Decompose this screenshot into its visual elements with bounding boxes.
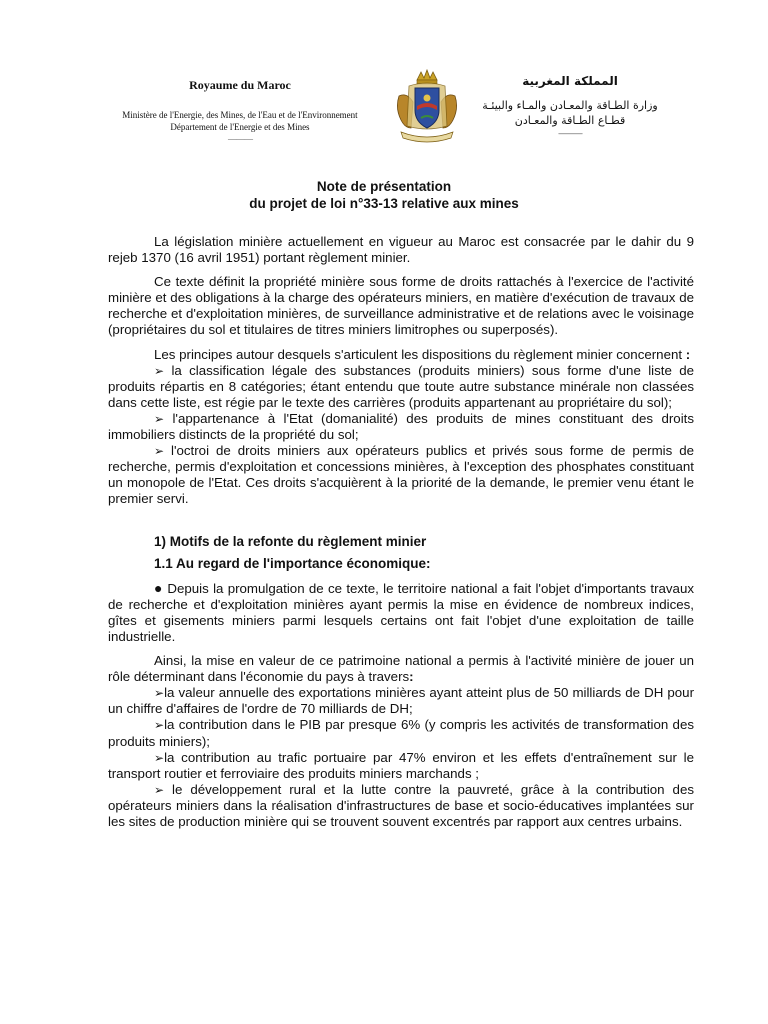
economic-paragraph-2 [108,653,694,685]
ministry-name-fr: Ministère de l'Energie, des Mines, de l'Eau et de l'Environnement [122,110,358,120]
contribution-item [108,717,694,749]
principles-lead: Les principes autour desquels s'articulent les dispositions du règlement minier concernent [154,346,683,362]
document-title [0,178,768,212]
arrow-bullet-icon: ➢ [154,363,165,378]
intro-paragraph-2: Ce texte définit la propriété minière sous forme de droits rattachés à l'exercice de l'activité minière et des obligations à la charge des opérateurs miniers, en matière d'exécution de travaux de recherche et d'exploitation minières, de surveillance administrative et de relations avec le voisinage (propriétaires du sol et titulaires de titres miniers limitrophes ou superposés). [108,274,694,338]
letterhead-arabic [470,74,670,139]
department-name-ar: قطـاع الطـاقة والمعـادن [514,114,626,127]
contributions-colon: : [409,669,414,685]
arrow-bullet-icon: ➢ [154,718,165,733]
intro-paragraph-3 [108,347,694,363]
principle-item [108,443,694,507]
principle-text: l'octroi de droits miniers aux opérateurs publics et privés sous forme de permis de recherche, permis d'exploitation et concessions minières, à l'exception des phosphates constituant un monopole de l'Etat. Ces droits s'acquièrent à la priorité de la demande, le premier venu étant le premier servi. [108,443,694,507]
ministry-name-ar: وزارة الطـاقة والمعـادن والمـاء والبيئـة [482,99,658,112]
arrow-bullet-icon: ➢ [154,444,165,459]
arrow-bullet-icon: ➢ [154,411,165,426]
arrow-bullet-icon: ➢ [154,782,165,797]
department-name-fr: Département de l'Energie et des Mines [170,122,310,132]
separator-ar: ——— [558,129,582,139]
intro-paragraph-1: La législation minière actuellement en vigueur au Maroc est consacrée par le dahir du 9 rejeb 1370 (16 avril 1951) portant règlement minier. [108,234,694,266]
contribution-text: la contribution dans le PIB par presque 6% (y compris les activités de transformation des produits miniers); [108,717,694,749]
arrow-bullet-icon: ➢ [154,686,165,701]
principle-text: l'appartenance à l'Etat (domanialité) des produits de mines constituant des droits immobiliers distincts de la propriété du sol; [108,410,694,443]
bullet-dot-icon: ● [154,579,164,596]
kingdom-name-fr: Royaume du Maroc [189,78,291,92]
contribution-item [108,685,694,717]
contribution-item [108,750,694,782]
contributions-lead: Ainsi, la mise en valeur de ce patrimoine national a permis à l'activité minière de jouer un rôle déterminant dans l'économie du pays à travers [108,653,694,685]
document-body [108,234,694,830]
title-line-1: Note de présentation [316,179,452,194]
section-1-heading: 1) Motifs de la refonte du règlement minier [154,533,427,549]
separator-fr: ——— [228,134,252,144]
contribution-text: la valeur annuelle des exportations minières ayant atteint plus de 50 milliards de DH pour un chiffre d'affaires de l'ordre de 70 milliards de DH; [108,685,694,717]
contribution-text: le développement rural et la lutte contre la pauvreté, grâce à la contribution des opérateurs miniers dans la réalisation d'infrastructures de base et socio-éducatives implantées sur les sites de production minière qui se trouvent souvent excentrés par rapport aux centres urbains. [108,781,694,829]
kingdom-name-ar: المملكة المغربية [522,74,618,88]
economic-paragraph-1 [108,580,694,645]
letterhead-french [100,78,380,144]
contribution-text: la contribution au trafic portuaire par 47% environ et les effets d'entraînement sur le transport routier et ferroviaire des produits miniers marchands ; [108,749,694,781]
coat-of-arms-icon [391,66,463,146]
contribution-item [108,782,694,830]
economic-paragraph-1-text: Depuis la promulgation de ce texte, le territoire national a fait l'objet d'importants travaux de recherche et d'exploitation minières ayant permis la mise en évidence de nombreux indices, gîtes et gisements miniers parmi lesquels certains ont fait l'objet d'une exploitation de taille industrielle. [108,580,694,644]
title-line-2: du projet de loi n°33-13 relative aux mines [249,196,519,211]
arrow-bullet-icon: ➢ [154,750,165,765]
principle-item [108,411,694,443]
principles-colon: : [682,346,691,362]
principle-text: la classification légale des substances (produits miniers) sous forme d'une liste de produits répartis en 8 catégories; étant entendu que toute autre substance minérale non classées dans cette liste, est régie par le texte des carrières (produits appartenant au propriétaire du sol); [108,362,694,410]
section-1-1-heading: 1.1 Au regard de l'importance économique: [154,555,431,571]
principle-item [108,363,694,411]
